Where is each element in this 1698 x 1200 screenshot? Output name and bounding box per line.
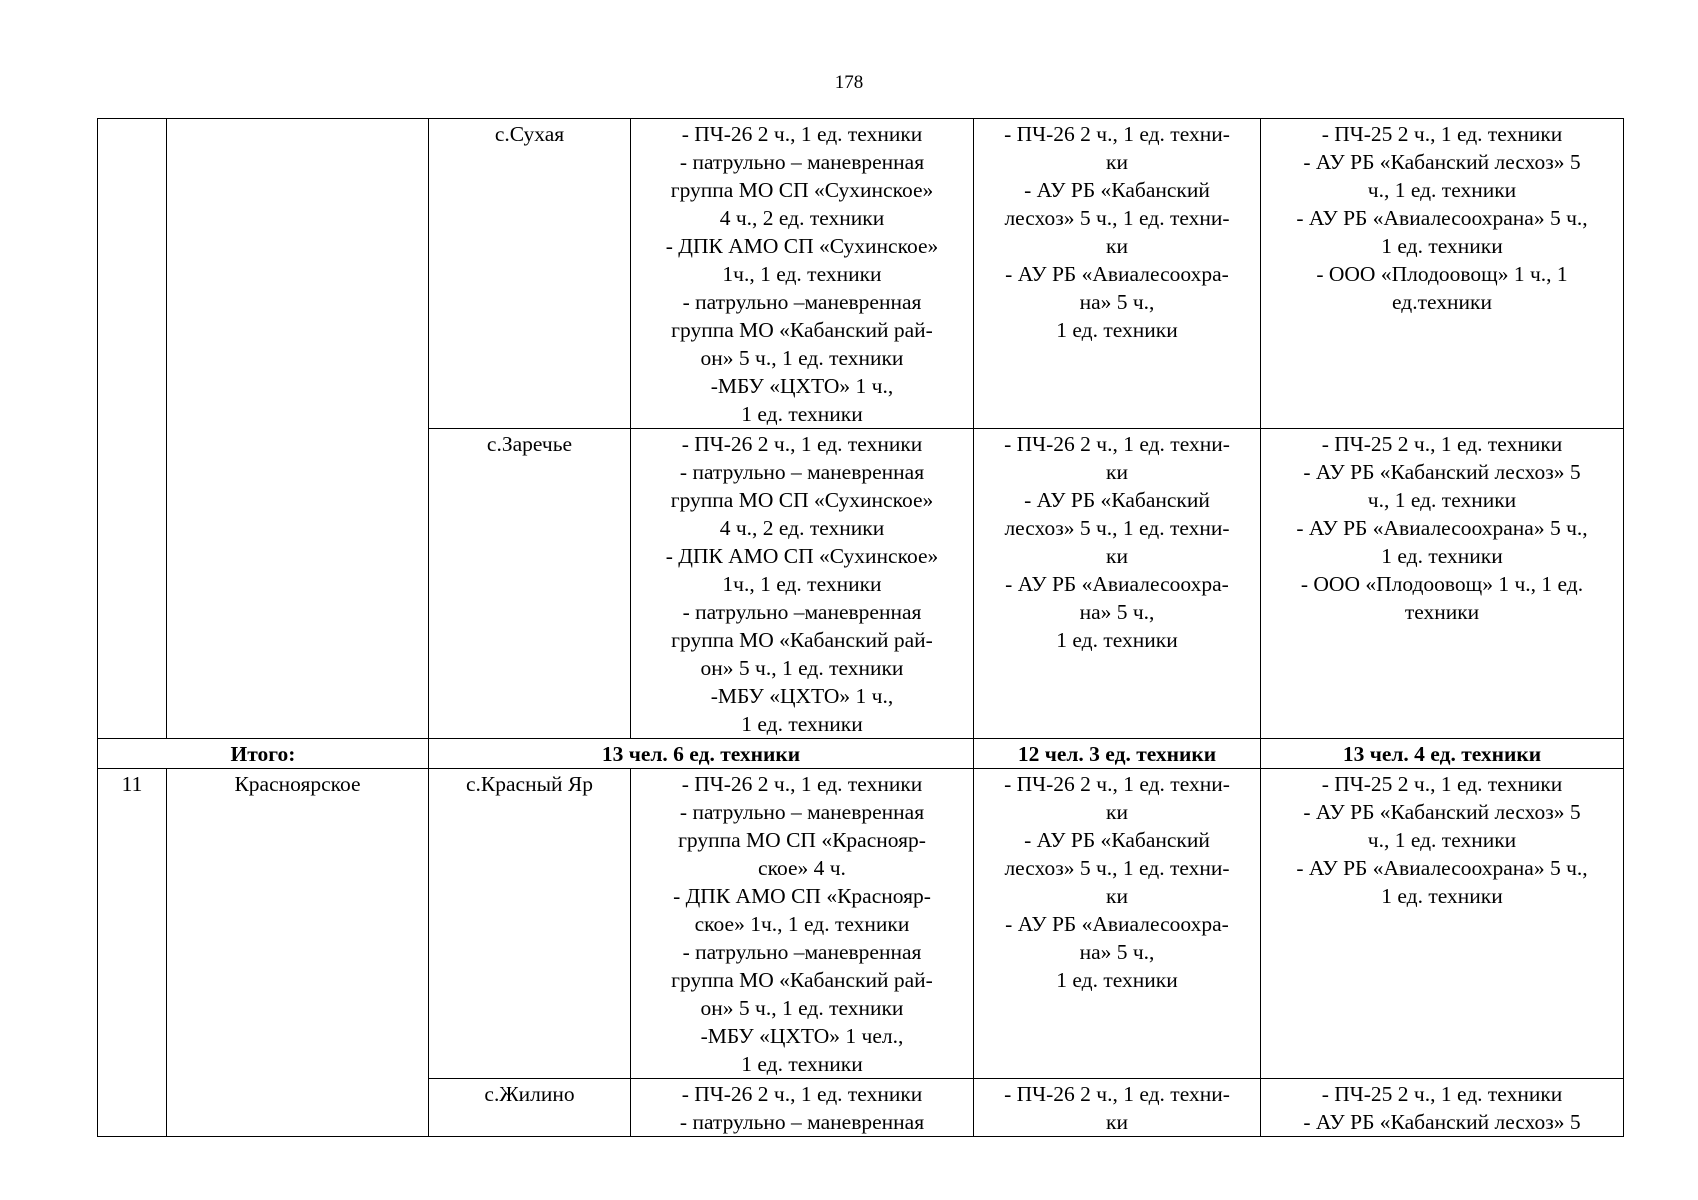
forces-cell-reserve	[1261, 769, 1624, 1079]
forces-text: - ПЧ-26 2 ч., 1 ед. техники - патрульно – маневренная	[679, 1082, 925, 1134]
forces-cell-reserve	[1261, 1079, 1624, 1137]
forces-text: - ПЧ-25 2 ч., 1 ед. техники - АУ РБ «Кабанский лесхоз» 5 ч., 1 ед. техники - АУ РБ «Авиалесоохрана» 5 ч., 1 ед. техники - ООО «Плодоовощ» 1 ч., 1 ед.техники	[1296, 122, 1588, 314]
forces-cell-secondary	[974, 1079, 1261, 1137]
forces-cell-secondary	[974, 429, 1261, 739]
forces-cell-reserve	[1261, 429, 1624, 739]
village-cell	[429, 429, 631, 739]
forces-text: - ПЧ-26 2 ч., 1 ед. техники - патрульно – маневренная группа МО СП «Краснояр- ское» 4 ч. - ДПК АМО СП «Краснояр- ское» 1ч., 1 ед. техники - патрульно –маневренная группа МО «Кабанский рай- он» 5 ч., 1 ед. техники -МБУ «ЦХТО» 1 чел., 1 ед. техники	[671, 772, 933, 1076]
settlement-cell: Красноярское	[167, 769, 429, 1137]
forces-cell-secondary	[974, 119, 1261, 429]
number-cell-empty	[98, 119, 167, 739]
forces-cell-primary	[631, 429, 974, 739]
total-label: Итого:	[98, 739, 429, 769]
forces-text: - ПЧ-26 2 ч., 1 ед. техни- ки	[1004, 1082, 1230, 1134]
village-cell	[429, 1079, 631, 1137]
forces-text: - ПЧ-26 2 ч., 1 ед. техни- ки - АУ РБ «Кабанский лесхоз» 5 ч., 1 ед. техни- ки - АУ РБ «Авиалесоохра- на» 5 ч., 1 ед. техники	[1004, 772, 1230, 992]
total-secondary: 12 чел. 3 ед. техники	[974, 739, 1261, 769]
forces-cell-primary	[631, 119, 974, 429]
number-cell: 11	[98, 769, 167, 1137]
total-reserve: 13 чел. 4 ед. техники	[1261, 739, 1624, 769]
table-row	[98, 769, 1624, 1079]
forces-text: - ПЧ-26 2 ч., 1 ед. техники - патрульно – маневренная группа МО СП «Сухинское» 4 ч., 2 ед. техники - ДПК АМО СП «Сухинское» 1ч., 1 ед. техники - патрульно –маневренная группа МО «Кабанский рай- он» 5 ч., 1 ед. техники -МБУ «ЦХТО» 1 ч., 1 ед. техники	[665, 432, 939, 736]
forces-cell-secondary	[974, 769, 1261, 1079]
forces-cell-primary	[631, 1079, 974, 1137]
forces-cell-primary	[631, 769, 974, 1079]
forces-text: - ПЧ-26 2 ч., 1 ед. техники - патрульно – маневренная группа МО СП «Сухинское» 4 ч., 2 ед. техники - ДПК АМО СП «Сухинское» 1ч., 1 ед. техники - патрульно –маневренная группа МО «Кабанский рай- он» 5 ч., 1 ед. техники -МБУ «ЦХТО» 1 ч., 1 ед. техники	[665, 122, 939, 426]
village-name: с.Сухая	[494, 122, 565, 146]
table-row	[98, 119, 1624, 429]
forces-cell-reserve	[1261, 119, 1624, 429]
forces-text: - ПЧ-26 2 ч., 1 ед. техни- ки - АУ РБ «Кабанский лесхоз» 5 ч., 1 ед. техни- ки - АУ РБ «Авиалесоохра- на» 5 ч., 1 ед. техники	[1004, 122, 1230, 342]
forces-text: - ПЧ-25 2 ч., 1 ед. техники - АУ РБ «Кабанский лесхоз» 5	[1303, 1082, 1581, 1134]
village-name: с.Заречье	[486, 432, 573, 456]
forces-text: - ПЧ-25 2 ч., 1 ед. техники - АУ РБ «Кабанский лесхоз» 5 ч., 1 ед. техники - АУ РБ «Авиалесоохрана» 5 ч., 1 ед. техники - ООО «Плодоовощ» 1 ч., 1 ед. техники	[1296, 432, 1588, 624]
forces-text: - ПЧ-25 2 ч., 1 ед. техники - АУ РБ «Кабанский лесхоз» 5 ч., 1 ед. техники - АУ РБ «Авиалесоохрана» 5 ч., 1 ед. техники	[1296, 772, 1588, 908]
page-number: 178	[834, 72, 864, 93]
total-primary: 13 чел. 6 ед. техники	[429, 739, 974, 769]
village-cell	[429, 119, 631, 429]
forces-text: - ПЧ-26 2 ч., 1 ед. техни- ки - АУ РБ «Кабанский лесхоз» 5 ч., 1 ед. техни- ки - АУ РБ «Авиалесоохра- на» 5 ч., 1 ед. техники	[1004, 432, 1230, 652]
resources-table	[97, 118, 1624, 1137]
total-row	[98, 739, 1624, 769]
settlement-cell-empty	[167, 119, 429, 739]
village-name: с.Жилино	[484, 1082, 575, 1106]
village-cell	[429, 769, 631, 1079]
village-name: с.Красный Яр	[465, 772, 594, 796]
